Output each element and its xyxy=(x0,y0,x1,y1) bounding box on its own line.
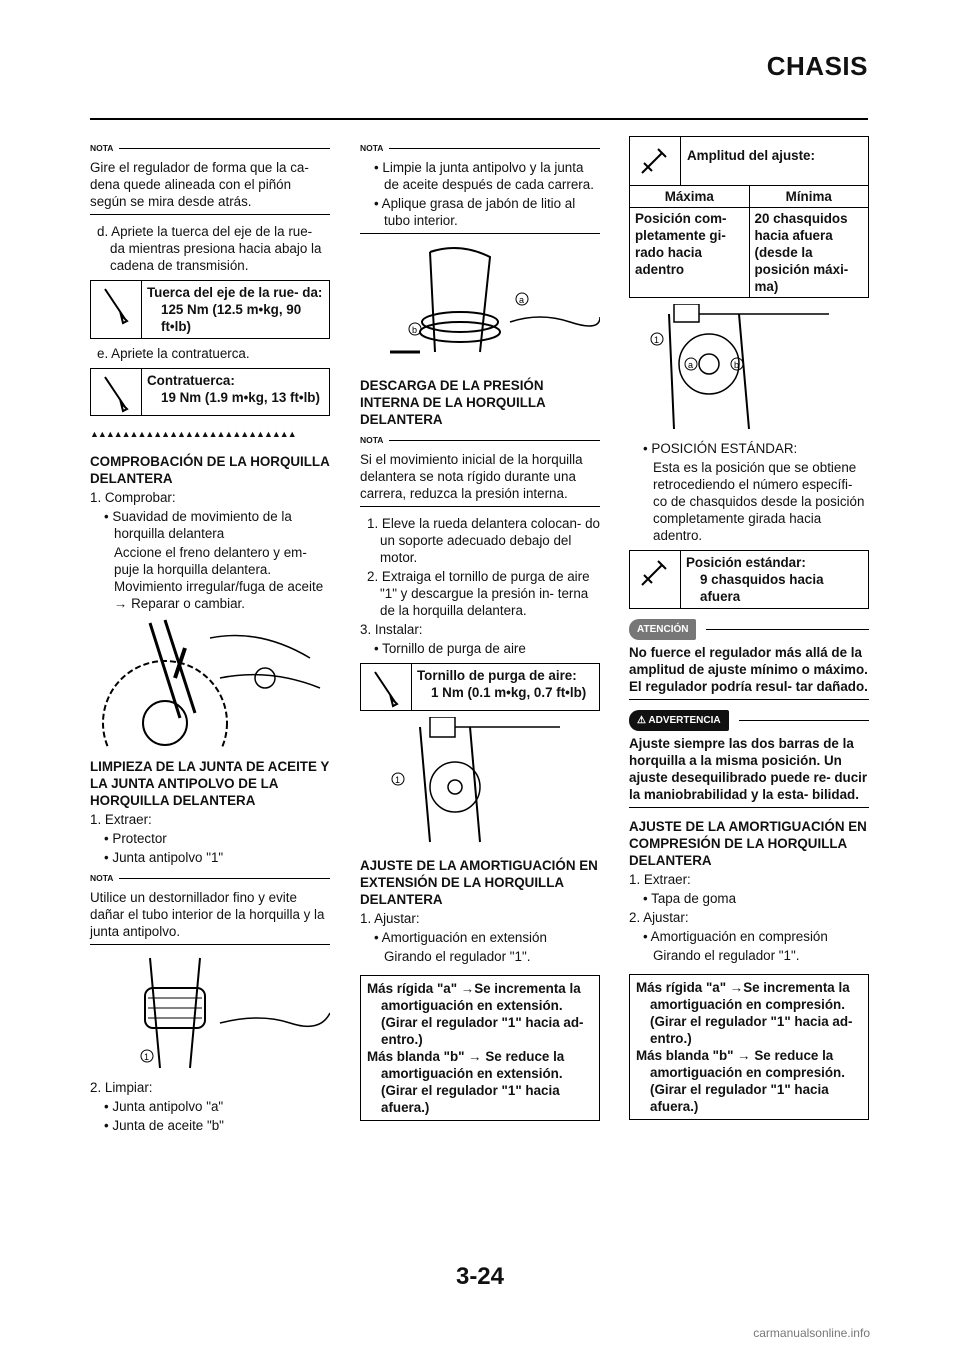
nota-text: Si el movimiento inicial de la horquilla delantera se nota rígido durante una carrera, reduzca la presión interna. xyxy=(360,452,583,501)
spec-value: 9 chasquidos hacia afuera xyxy=(700,572,824,604)
advertencia-header xyxy=(629,710,869,731)
rebound-adjust-box: Más rígida "a" →Se incrementa la amortiguación en extensión. (Girar el regulador "1" hacia ad- entro.) Más blanda "b" → Se reduce la amortiguación en extensión. (Girar el regulador "1" hacia afuera.) xyxy=(360,975,600,1121)
fig-callout-b: b xyxy=(734,360,740,370)
nota-header: NOTA xyxy=(360,432,600,449)
fig-callout-1: 1 xyxy=(395,775,401,785)
spec-name: Tuerca del eje de la rue- da: xyxy=(147,285,323,300)
warning-triangle-icon: ⚠ xyxy=(637,715,649,726)
nota-text: Utilice un destornillador fino y evite dañar el tubo interior de la horquilla y la junta antipolvo. xyxy=(90,890,325,939)
bullet: • Amortiguación en compresión xyxy=(643,929,828,944)
step: 1. Ajustar: xyxy=(360,911,420,926)
atencion-text: No fuerce el regulador más allá de la amplitud de ajuste mínimo o máximo. El regulador podría resul- tar dañado. xyxy=(629,645,868,694)
bullet: • Tornillo de purga de aire xyxy=(374,641,526,656)
end-triangles: ▲▲▲▲▲▲▲▲▲▲▲▲▲▲▲▲▲▲▲▲▲▲▲▲▲▲ xyxy=(90,429,296,439)
nota-end-rule xyxy=(360,233,600,234)
section-heading: DESCARGA DE LA PRESIÓN INTERNA DE LA HORQUILLA DELANTERA xyxy=(360,378,546,427)
section-heading: AJUSTE DE LA AMORTIGUACIÓN EN COMPRESIÓN DE LA HORQUILLA DELANTERA xyxy=(629,819,867,868)
step-d: d. Apriete la tuerca del eje de la rue- da mientras presiona hacia abajo la cadena de transmisión. xyxy=(97,224,322,273)
step: 1. Eleve la rueda delantera colocan- do un soporte adecuado debajo del motor. xyxy=(367,516,601,565)
bullet: • Limpie la junta antipolvo y la junta de aceite después de cada carrera. xyxy=(374,160,594,192)
nota-header: NOTA xyxy=(360,140,600,157)
step: 1. Extraer: xyxy=(629,872,691,887)
table-cell: 20 chasquidos hacia afuera (desde la posición máxi- ma) xyxy=(749,208,868,298)
spec-name: Posición estándar: xyxy=(686,555,806,570)
warning-badge: ⚠ ADVERTENCIA xyxy=(629,710,729,731)
compression-adjust-box: Más rígida "a" →Se incrementa la amortiguación en compresión. (Girar el regulador "1" hacia ad- entro.) Más blanda "b" → Se reduce la amortiguación en compresión. (Girar el regulador "1" hacia afuera.) xyxy=(629,974,869,1120)
step: 2. Ajustar: xyxy=(629,910,689,925)
bullet: • POSICIÓN ESTÁNDAR: xyxy=(643,441,798,456)
header-rule xyxy=(90,118,868,120)
atencion-badge: ATENCIÓN xyxy=(629,619,696,640)
nota-header: NOTA xyxy=(90,140,330,157)
spec-box-locknut xyxy=(90,368,330,416)
bullet: • Protector xyxy=(104,831,167,846)
fig-callout-1: 1 xyxy=(654,335,660,345)
spec-name: Tornillo de purga de aire: xyxy=(417,668,577,683)
bullet-text: Girando el regulador "1". xyxy=(653,948,800,963)
bullet-text: Girando el regulador "1". xyxy=(384,949,531,964)
section-heading: LIMPIEZA DE LA JUNTA DE ACEITE Y LA JUNTA ANTIPOLVO DE LA HORQUILLA DELANTERA xyxy=(90,759,330,808)
bullet-text: Accione el freno delantero y em- puje la horquilla delantera. Movimiento irregular/fuga de aceite → Reparar o cambiar. xyxy=(114,545,324,611)
step: 1. Comprobar: xyxy=(90,490,176,505)
bullet: • Junta antipolvo "a" xyxy=(104,1099,224,1114)
alert-end-rule xyxy=(629,699,869,700)
spec-box-axle-nut xyxy=(90,280,330,339)
bullet: • Tapa de goma xyxy=(643,891,737,906)
bullet: • Junta de aceite "b" xyxy=(104,1118,224,1133)
column-2 xyxy=(360,136,600,1121)
step: 1. Extraer: xyxy=(90,812,152,827)
spec-box-standard-position xyxy=(629,550,869,609)
nota-end-rule xyxy=(90,214,330,215)
section-heading: AJUSTE DE LA AMORTIGUACIÓN EN EXTENSIÓN DE LA HORQUILLA DELANTERA xyxy=(360,858,598,907)
wrench-icon xyxy=(91,281,142,338)
spec-value: 1 Nm (0.1 m•kg, 0.7 ft•lb) xyxy=(431,685,587,700)
adjustment-range-table xyxy=(629,136,869,298)
col-header: Mínima xyxy=(749,186,868,208)
bullet: • Amortiguación en extensión xyxy=(374,930,547,945)
nota-end-rule xyxy=(360,506,600,507)
adjust-tool-icon xyxy=(630,551,681,608)
spec-name: Contratuerca: xyxy=(147,373,235,388)
column-1 xyxy=(90,136,330,1136)
atencion-header xyxy=(629,619,869,640)
page-title: CHASIS xyxy=(766,51,868,81)
spec-box-bleed-screw xyxy=(360,663,600,711)
dust-seal-illustration xyxy=(90,953,330,1073)
step: 3. Instalar: xyxy=(360,622,423,637)
advertencia-text: Ajuste siempre las dos barras de la horquilla a la misma posición. Un ajuste desequilibrado puede re- ducir la maniobrabilidad y la esta- bilidad. xyxy=(629,736,868,802)
spec-value: 125 Nm (12.5 m•kg, 90 ft•lb) xyxy=(161,302,302,334)
fig-callout-1: 1 xyxy=(144,1052,150,1062)
bleed-screw-illustration xyxy=(360,717,600,847)
wrench-icon xyxy=(91,369,142,415)
column-3 xyxy=(629,136,869,1120)
adjust-tool-icon xyxy=(630,137,681,185)
step: 2. Limpiar: xyxy=(90,1080,153,1095)
step-e: e. Apriete la contratuerca. xyxy=(97,346,250,361)
fig-callout-a: a xyxy=(519,295,525,305)
bullet-text: Esta es la posición que se obtiene retrocediendo el número específi- co de chasquidos desde la posición completamente girada hacia adentro. xyxy=(653,460,865,543)
table-cell: Posición com- pletamente gi- rado hacia adentro xyxy=(630,208,749,298)
nota-header: NOTA xyxy=(90,870,330,887)
wrench-icon xyxy=(361,664,412,710)
page-number: 3-24 xyxy=(455,1263,505,1290)
rebound-adjuster-illustration xyxy=(629,304,869,434)
fig-callout-a: a xyxy=(688,360,694,370)
section-heading: COMPROBACIÓN DE LA HORQUILLA DELANTERA xyxy=(90,454,330,486)
bullet: • Junta antipolvo "1" xyxy=(104,850,224,865)
bullet: • Suavidad de movimiento de la horquilla delantera xyxy=(104,509,292,541)
nota-text: Gire el regulador de forma que la ca- dena quede alineada con el piñón según se mira desde atrás. xyxy=(90,160,309,209)
alert-end-rule xyxy=(629,807,869,808)
fig-callout-b: b xyxy=(412,325,418,335)
table-title: Amplitud del ajuste: xyxy=(687,148,815,163)
step: 2. Extraiga el tornillo de purga de aire "1" y descargue la presión in- terna de la horquilla delantera. xyxy=(367,569,590,618)
fork-illustration xyxy=(90,618,330,748)
nota-end-rule xyxy=(90,944,330,945)
spec-value: 19 Nm (1.9 m•kg, 13 ft•lb) xyxy=(161,390,320,405)
bullet: • Aplique grasa de jabón de litio al tubo interior. xyxy=(374,196,576,228)
col-header: Máxima xyxy=(630,186,749,208)
fork-seal-illustration xyxy=(360,242,600,367)
watermark: carmanualsonline.info xyxy=(753,1326,870,1340)
